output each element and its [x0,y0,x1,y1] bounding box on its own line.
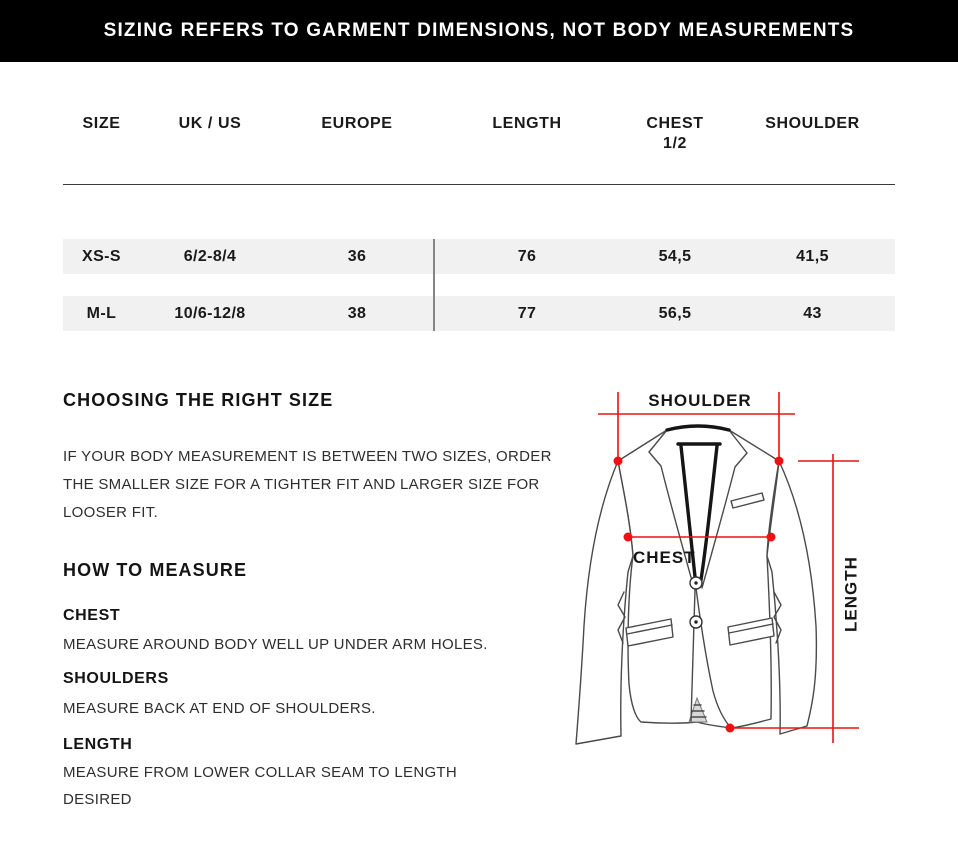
size-table [63,110,895,322]
measure-dot-right-shoulder [775,457,784,466]
col-header-size: SIZE [82,115,121,132]
row-length: 76 [517,247,537,265]
table-row [63,296,895,331]
measure-length-label: LENGTH [63,736,133,753]
row-length: 77 [517,304,537,322]
chest-measure-label: CHEST [633,548,696,567]
row-size: M-L [86,304,117,322]
measure-shoulders-label: SHOULDERS [63,670,169,687]
jacket-right-sleeve [767,461,816,734]
col-header-shoulder: SHOULDER [765,115,860,132]
banner-text: SIZING REFERS TO GARMENT DIMENSIONS, NOT BODY MEASUREMENTS [103,20,855,41]
col-header-uk-us: UK / US [178,115,242,132]
choosing-size-heading: CHOOSING THE RIGHT SIZE [63,390,334,410]
measure-length-description: MEASURE FROM LOWER COLLAR SEAM TO LENGTH DESIRED [63,764,458,808]
measure-dot-chest-left [624,533,633,542]
shoulder-measure-label: SHOULDER [648,391,752,410]
measure-dot-left-shoulder [614,457,623,466]
row-europe: 36 [347,247,367,265]
measure-dot-chest-right [767,533,776,542]
measure-dot-hem [726,724,735,733]
top-button-hole [694,581,697,584]
row-chest: 56,5 [658,304,692,322]
col-header-length: LENGTH [492,115,562,132]
measure-shoulders-description: MEASURE BACK AT END OF SHOULDERS. [63,700,376,717]
row-chest: 54,5 [658,247,692,265]
how-to-measure-heading: HOW TO MEASURE [63,560,248,580]
row-uk-us: 10/6-12/8 [174,304,246,322]
col-header-chest: CHEST 1/2 [646,115,704,152]
col-header-europe: EUROPE [321,115,393,132]
row-size: XS-S [82,247,121,265]
row-shoulder: 43 [803,304,822,322]
jacket-measure-diagram [560,385,958,770]
length-measure-label: LENGTH [841,556,861,632]
jacket-left-sleeve [576,461,633,744]
top-banner [0,0,958,62]
measure-chest-description: MEASURE AROUND BODY WELL UP UNDER ARM HOLES. [63,636,488,653]
size-table-header [63,110,895,154]
row-shoulder: 41,5 [796,247,829,265]
table-column-divider [433,239,435,331]
table-row [63,239,895,274]
header-rule [63,184,895,185]
bottom-button-hole [694,620,697,623]
row-uk-us: 6/2-8/4 [183,247,237,265]
row-europe: 38 [347,304,367,322]
measure-chest-label: CHEST [63,607,121,624]
choosing-size-body: IF YOUR BODY MEASUREMENT IS BETWEEN TWO SIZES, ORDER THE SMALLER SIZE FOR A TIGHTER FIT AND LARGER SIZE FOR LOOSER FIT. [63,448,552,521]
